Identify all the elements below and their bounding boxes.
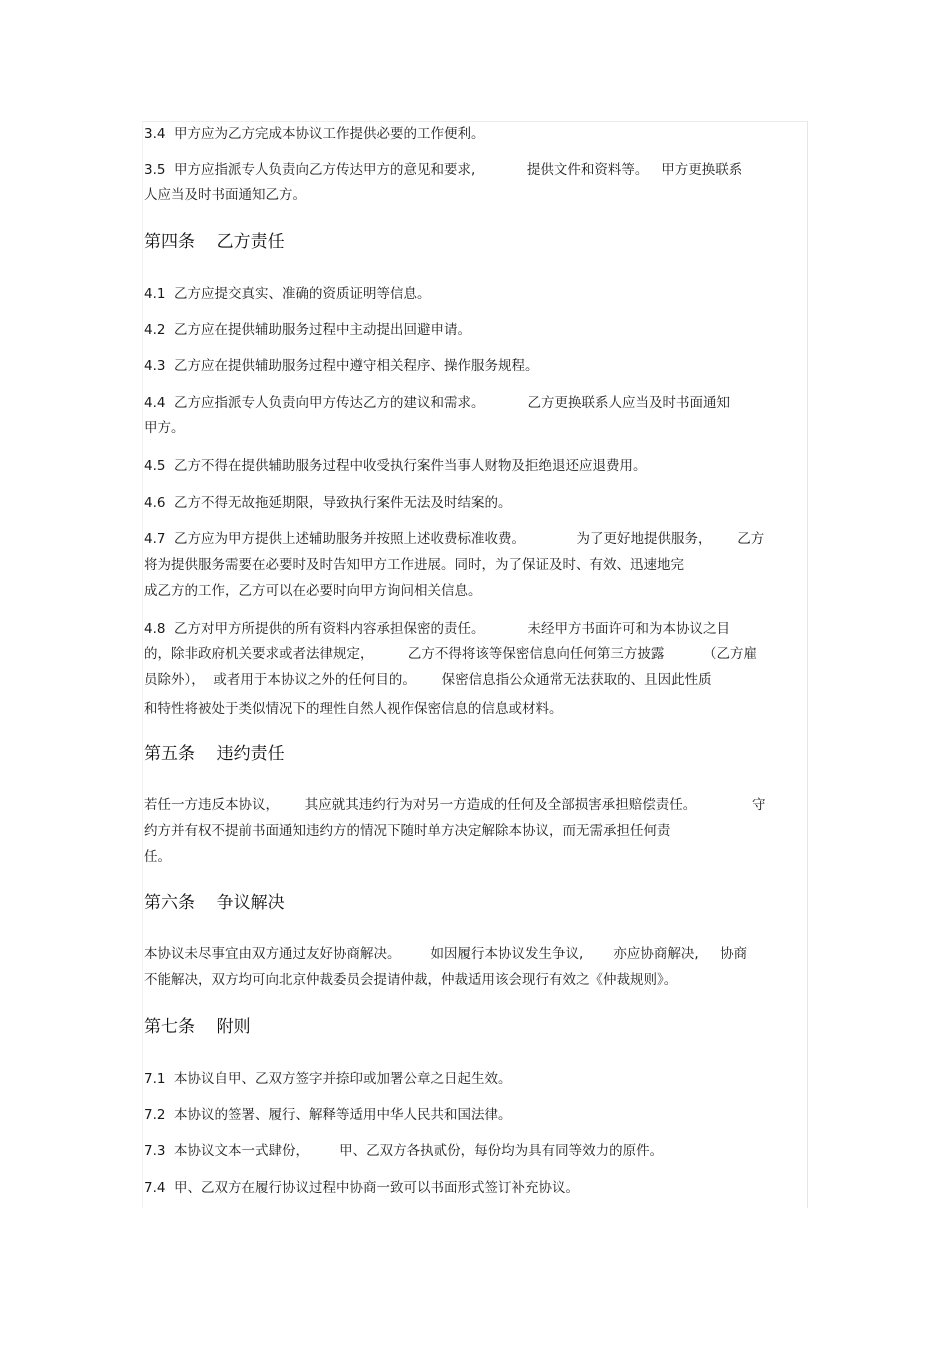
clause-4-7-line3: 成乙方的工作，乙方可以在必要时向甲方询问相关信息。 — [144, 583, 482, 599]
section-heading-7: 第七条 附则 — [144, 1017, 251, 1037]
clause-4-7-line2: 将为提供服务需要在必要时及时告知甲方工作进展。同时，为了保证及时、有效、迅速地完 — [144, 557, 684, 573]
clause-7-2: 7.2 本协议的签署、履行、解释等适用中华人民共和国法律。 — [144, 1107, 512, 1123]
clause-3-5-line1: 3.5 甲方应指派专人负责向乙方传达甲方的意见和要求, 提供文件和资料等。 甲方更换联系 — [144, 162, 743, 178]
section-heading-4: 第四条 乙方责任 — [144, 232, 285, 252]
clause-7-1: 7.1 本协议自甲、乙双方签字并捺印或加署公章之日起生效。 — [144, 1071, 512, 1087]
clause-4-3: 4.3 乙方应在提供辅助服务过程中遵守相关程序、操作服务规程。 — [144, 358, 539, 374]
clause-4-4-line2: 甲方。 — [144, 420, 185, 436]
clause-6-line2: 不能解决，双方均可向北京仲裁委员会提请仲裁，仲裁适用该会现行有效之《仲裁规则》。 — [144, 972, 678, 988]
clause-4-8-line4: 和特性将被处于类似情况下的理性自然人视作保密信息的信息或材料。 — [144, 701, 563, 717]
clause-4-2: 4.2 乙方应在提供辅助服务过程中主动提出回避申请。 — [144, 322, 472, 338]
clause-4-4-line1: 4.4 乙方应指派专人负责向甲方传达乙方的建议和需求。 乙方更换联系人应当及时书面通知 — [144, 395, 730, 411]
clause-7-3: 7.3 本协议文本一式肆份， 甲、乙双方各执贰份，每份均为具有同等效力的原件。 — [144, 1143, 664, 1159]
section-heading-5: 第五条 违约责任 — [144, 744, 285, 764]
clause-3-4: 3.4 甲方应为乙方完成本协议工作提供必要的工作便利。 — [144, 126, 485, 142]
clause-5-line1: 若任一方违反本协议， 其应就其违约行为对另一方造成的任何及全部损害承担赔偿责任。 守 — [144, 797, 766, 813]
clause-4-5: 4.5 乙方不得在提供辅助服务过程中收受执行案件当事人财物及拒绝退还应退费用。 — [144, 458, 647, 474]
clause-3-5-line2: 人应当及时书面通知乙方。 — [144, 187, 306, 203]
clause-4-8-line2: 的，除非政府机关要求或者法律规定， 乙方不得将该等保密信息向任何第三方披露 （乙方雇 — [144, 646, 757, 662]
clause-5-line3: 任。 — [144, 849, 171, 865]
clause-5-line2: 约方并有权不提前书面通知违约方的情况下随时单方决定解除本协议，而无需承担任何责 — [144, 823, 671, 839]
clause-4-8-line3: 员除外）， 或者用于本协议之外的任何目的。 保密信息指公众通常无法获取的、且因此性质 — [144, 672, 712, 688]
clause-4-8-line1: 4.8 乙方对甲方所提供的所有资料内容承担保密的责任。 未经甲方书面许可和为本协议之目 — [144, 621, 730, 637]
clause-4-1: 4.1 乙方应提交真实、准确的资质证明等信息。 — [144, 286, 431, 302]
section-heading-6: 第六条 争议解决 — [144, 893, 285, 913]
clause-4-6: 4.6 乙方不得无故拖延期限，导致执行案件无法及时结案的。 — [144, 495, 512, 511]
clause-4-7-line1: 4.7 乙方应为甲方提供上述辅助服务并按照上述收费标准收费。 为了更好地提供服务， 乙方 — [144, 531, 765, 547]
clause-7-4: 7.4 甲、乙双方在履行协议过程中协商一致可以书面形式签订补充协议。 — [144, 1180, 580, 1196]
clause-6-line1: 本协议未尽事宜由双方通过友好协商解决。 如因履行本协议发生争议, 亦应协商解决, 协商 — [144, 946, 748, 962]
